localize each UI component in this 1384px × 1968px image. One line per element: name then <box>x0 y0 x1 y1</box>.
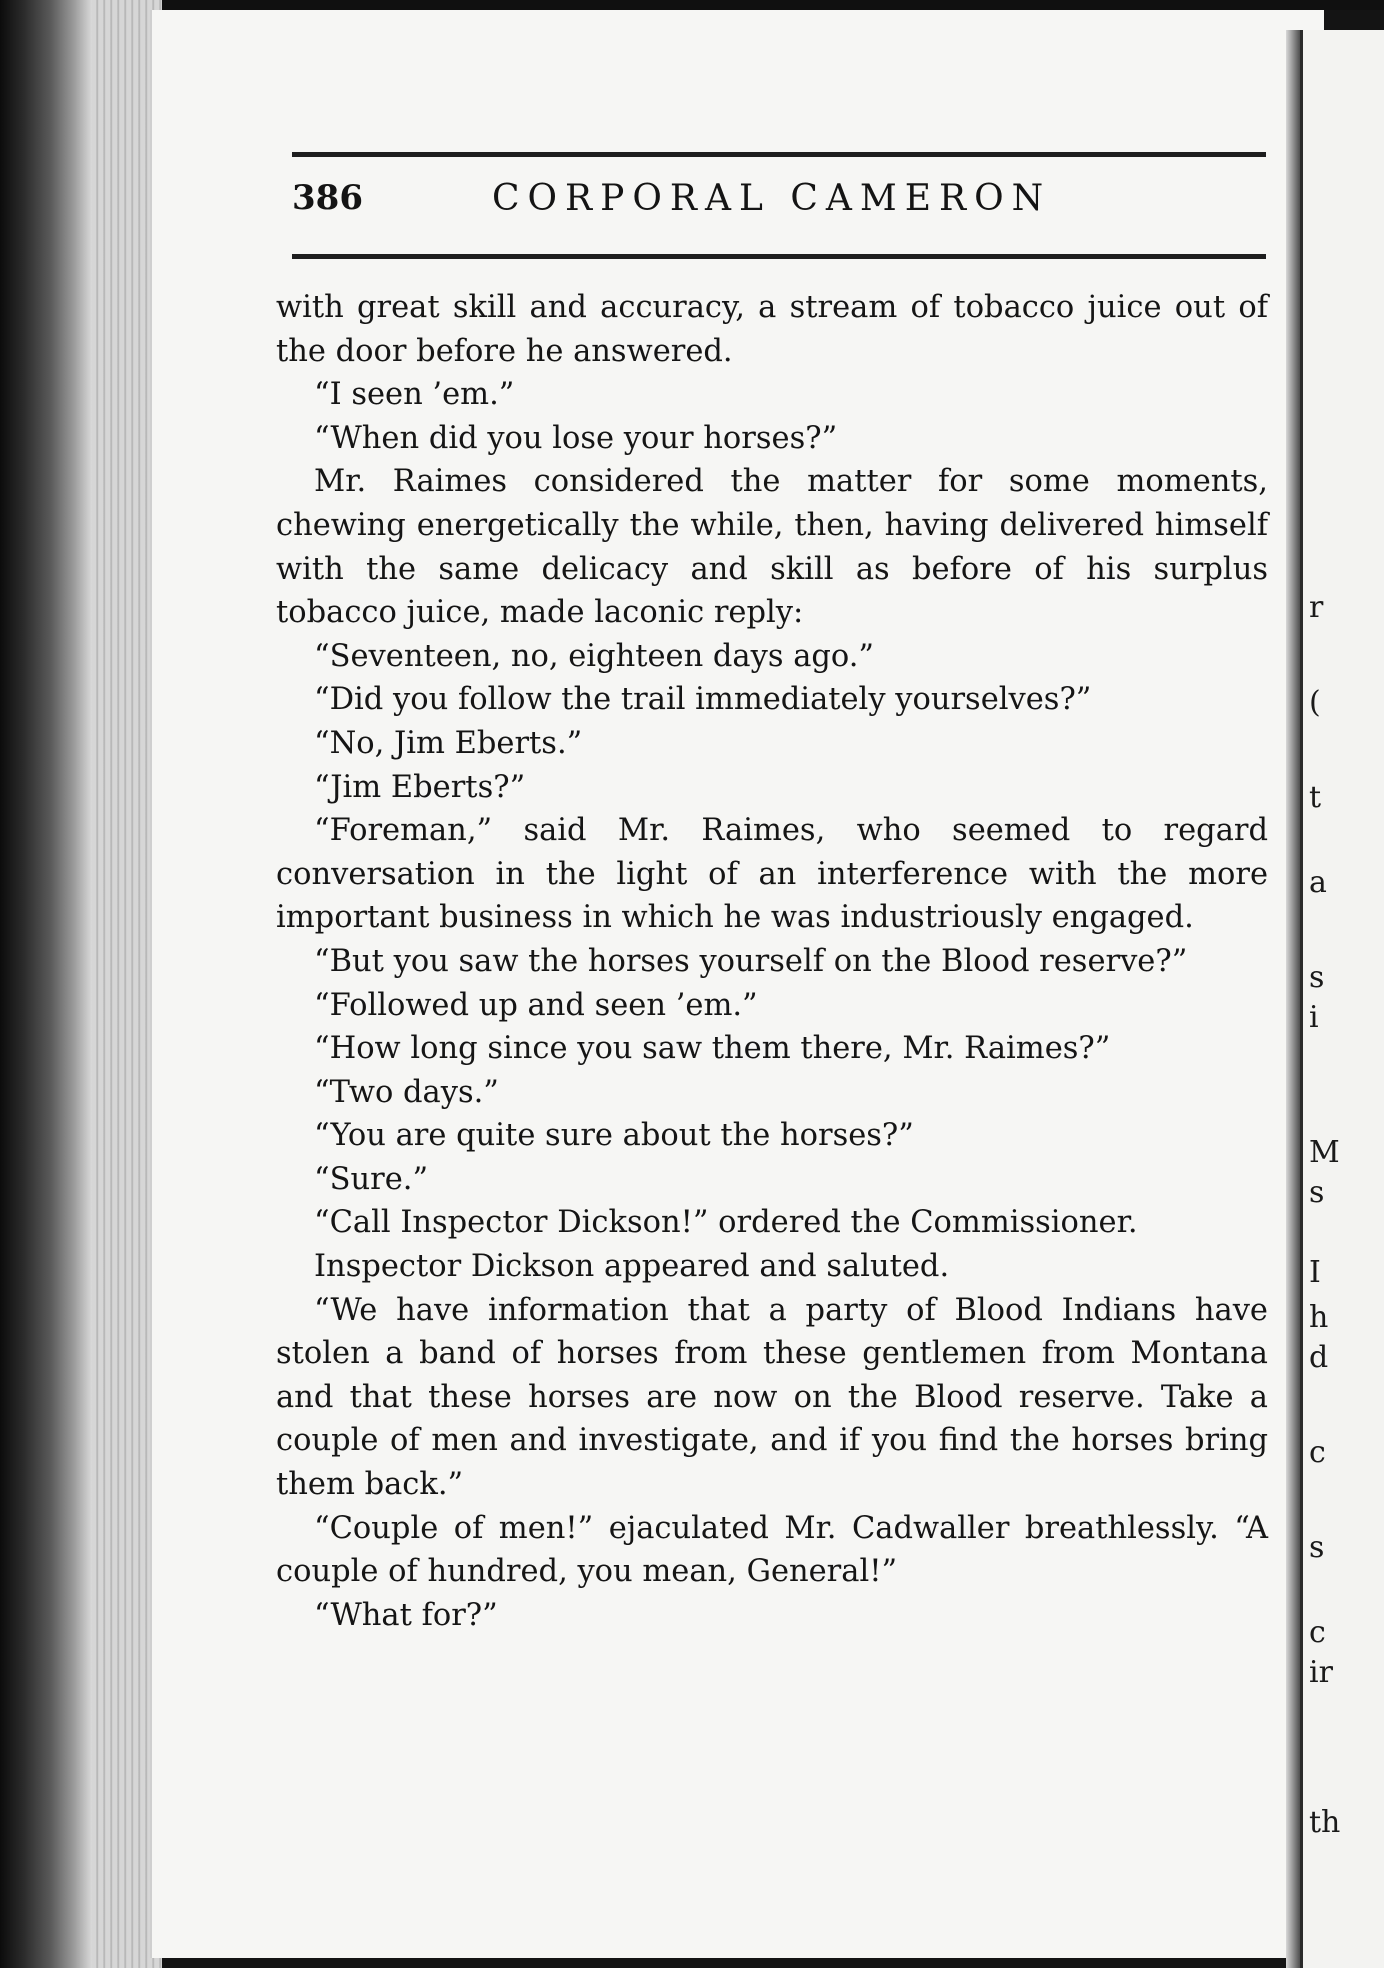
adjacent-page-fragment: c <box>1309 1615 1326 1650</box>
paragraph: “Sure.” <box>314 1161 429 1197</box>
adjacent-page-fragment: t <box>1309 780 1322 815</box>
adjacent-page-fragment: h <box>1309 1300 1329 1335</box>
paragraph: “But you saw the horses yourself on the Blood reserve?” <box>314 943 1188 979</box>
paragraph: “Two days.” <box>314 1074 499 1110</box>
paragraph: “Foreman,” said Mr. Raimes, who seemed to regard conversation in the light of an interference with the more important business in which he was industriously engaged. <box>276 813 1268 936</box>
adjacent-page-fragment: th <box>1309 1805 1341 1840</box>
paragraph: “Jim Eberts?” <box>314 769 526 805</box>
paragraph: “How long since you saw them there, Mr. Raimes?” <box>314 1031 1111 1067</box>
paragraph: “You are quite sure about the horses?” <box>314 1118 914 1154</box>
paragraph: Inspector Dickson appeared and saluted. <box>314 1249 950 1285</box>
header-rule-bottom <box>292 254 1266 259</box>
running-title: CORPORAL CAMERON <box>492 178 1052 219</box>
adjacent-page-fragment: s <box>1309 1175 1325 1210</box>
paragraph: “Call Inspector Dickson!” ordered the Commissioner. <box>314 1205 1138 1241</box>
adjacent-page-fragment: i <box>1309 1000 1319 1035</box>
paragraph: “Couple of men!” ejaculated Mr. Cadwaller breathlessly. “A couple of hundred, you mean, General!” <box>276 1510 1268 1590</box>
adjacent-page-fragment: ir <box>1309 1655 1333 1690</box>
paragraph: “Followed up and seen ’em.” <box>314 987 758 1023</box>
adjacent-page-fragment: s <box>1309 1530 1325 1565</box>
paragraph: “We have information that a party of Blood Indians have stolen a band of horses from these gentlemen from Montana and that these horses are now on the Blood reserve. Take a couple of men and investigate, and if you find the horses bring them back.” <box>276 1292 1268 1503</box>
page-header <box>292 178 1266 234</box>
paragraph: “No, Jim Eberts.” <box>314 725 583 761</box>
adjacent-page-edge <box>1300 30 1384 1968</box>
paragraph: “When did you lose your horses?” <box>314 420 838 456</box>
adjacent-page-fragment: c <box>1309 1435 1326 1470</box>
paragraph: Mr. Raimes considered the matter for some moments, chewing energetically the while, then, having delivered himself with the same delicacy and skill as before of his surplus tobacco juice, made laconic reply: <box>276 464 1268 631</box>
adjacent-page-fragment: s <box>1309 960 1325 995</box>
paragraph: “Seventeen, no, eighteen days ago.” <box>314 638 875 674</box>
adjacent-page-fragment: r <box>1309 590 1324 625</box>
paragraph: with great skill and accuracy, a stream of tobacco juice out of the door before he answered. <box>276 290 1268 369</box>
body-text <box>276 286 1268 1637</box>
adjacent-page-fragment: I <box>1309 1255 1321 1290</box>
scan-top-edge <box>0 0 1384 10</box>
paragraph: “What for?” <box>314 1597 498 1633</box>
header-rule-top <box>292 152 1266 157</box>
paragraph: “Did you follow the trail immediately yourselves?” <box>314 682 1092 718</box>
book-spine <box>0 0 92 1968</box>
adjacent-page-fragment: d <box>1309 1340 1329 1375</box>
adjacent-page-fragment: M <box>1309 1135 1340 1170</box>
adjacent-page-fragment: ( <box>1309 685 1321 720</box>
adjacent-page-fragment: a <box>1309 865 1327 900</box>
paragraph: “I seen ’em.” <box>314 377 515 413</box>
page-number: 386 <box>292 178 363 218</box>
